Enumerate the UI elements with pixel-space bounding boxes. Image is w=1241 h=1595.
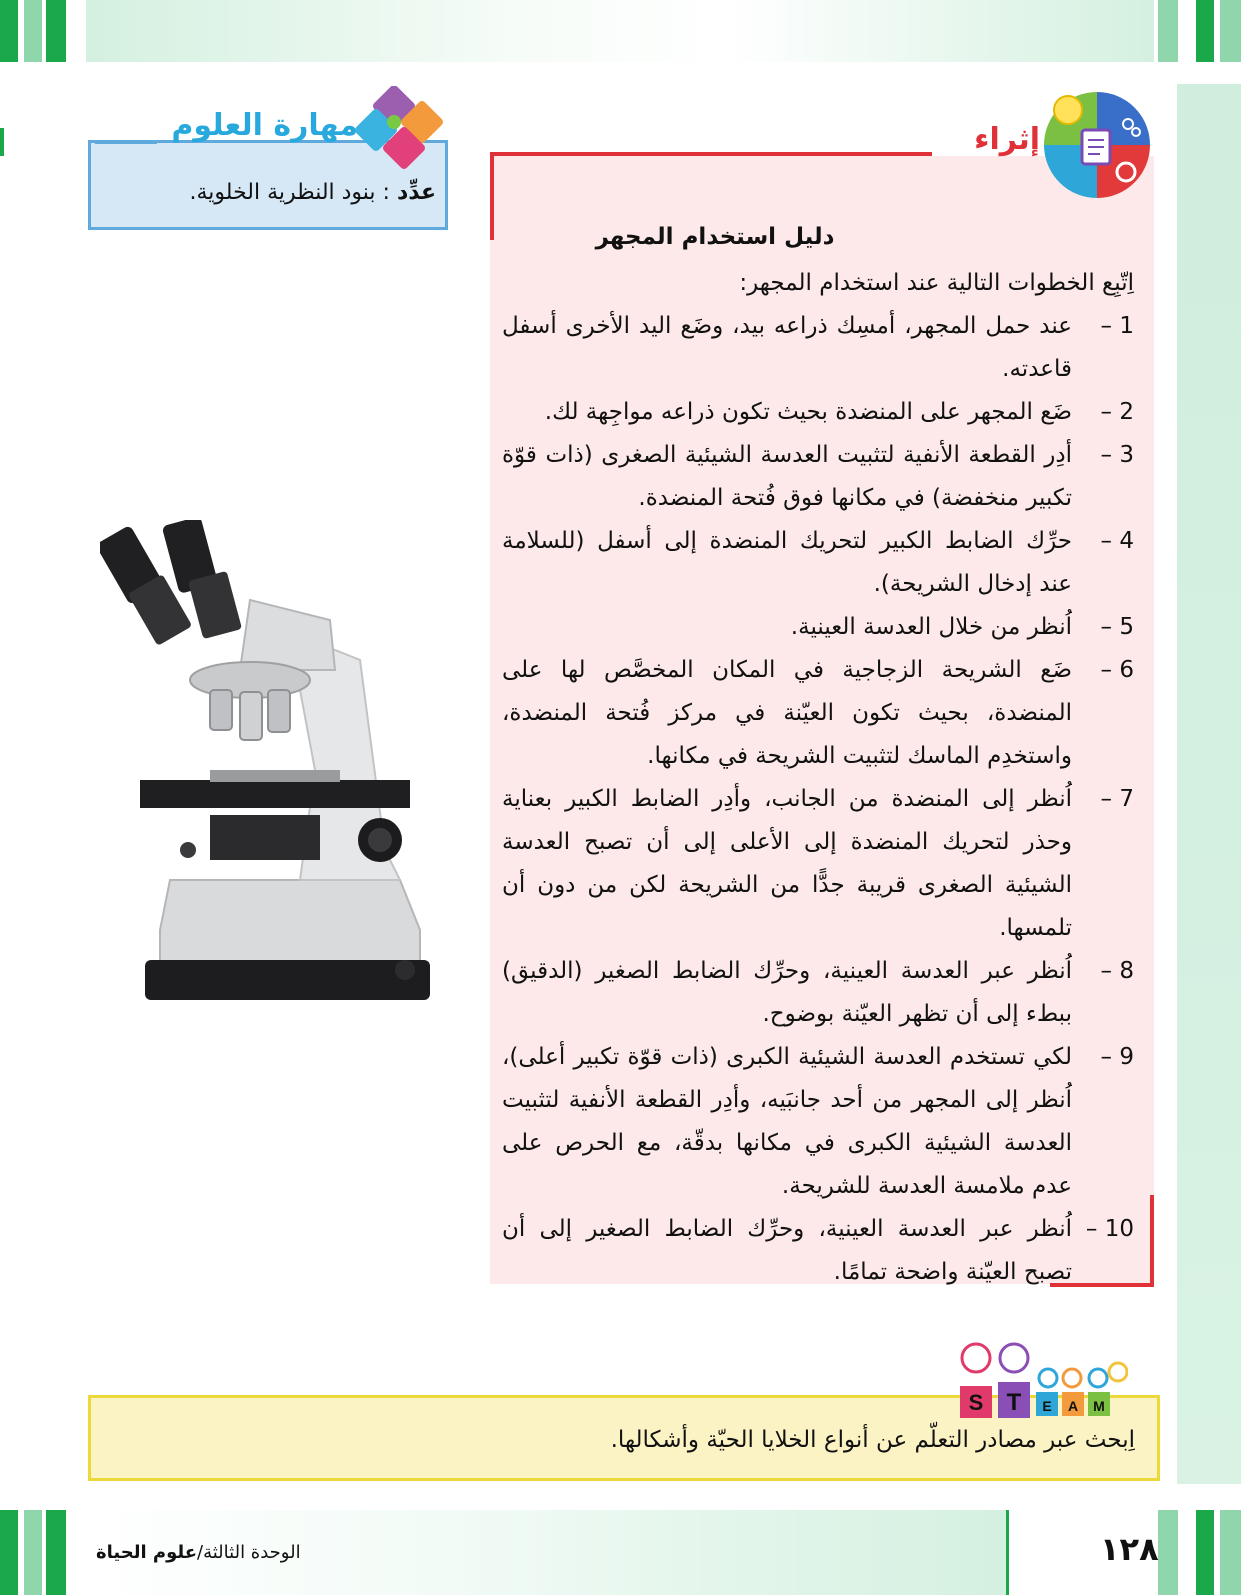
step-item — [502, 649, 1134, 778]
right-side-band — [1177, 84, 1241, 1484]
skill-title-underline — [95, 141, 157, 144]
guide-title: دليل استخدام المجهر — [595, 224, 835, 250]
top-decor-strip — [0, 0, 1241, 62]
step-number: 9 – — [1100, 1044, 1134, 1070]
step-item — [502, 606, 1134, 649]
puzzle-icon — [348, 86, 460, 182]
step-item — [502, 434, 1134, 520]
page-number: ١٢٨ — [1100, 1530, 1159, 1568]
step-text: عند حمل المجهر، أمسِك ذراعه بيد، وضَع اليد الأخرى أسفل قاعدته. — [502, 313, 1072, 382]
steps-intro: اِتّبِع الخطوات التالية عند استخدام المجهر: — [739, 270, 1134, 296]
step-text: لكي تستخدم العدسة الشيئية الكبرى (ذات قوّة تكبير أعلى)، اُنظر إلى المجهر من أحد جانبَيه، وأدِر القطعة الأنفية لتثبيت العدسة الشيئية الكبرى في مكانها بدقّة، مع الحرص على عدم ملامسة العدسة للشريحة. — [502, 1044, 1072, 1199]
steam-research-text: اِبحث عبر مصادر التعلّم عن أنواع الخلايا الحيّة وأشكالها. — [610, 1427, 1135, 1453]
step-item — [502, 1036, 1134, 1208]
unit-label — [96, 1542, 346, 1563]
step-item — [502, 391, 1134, 434]
step-text: اُنظر عبر العدسة العينية، وحرِّك الضابط الصغير إلى أن تصبح العيّنة واضحة تمامًا. — [502, 1216, 1072, 1285]
steam-letter: S — [968, 1390, 984, 1415]
step-number: 1 – — [1100, 313, 1134, 339]
enrichment-title: إثراء — [974, 122, 1040, 157]
step-text: اُنظر إلى المنضدة من الجانب، وأدِر الضابط الكبير بعناية وحذر لتحريك المنضدة إلى الأعلى إلى أن تصبح العدسة الشيئية الصغرى قريبة جدًّا من الشريحة لكن من دون أن تلمسها. — [502, 786, 1072, 941]
step-number: 2 – — [1100, 399, 1134, 425]
step-item — [502, 950, 1134, 1036]
skill-prompt-label: عدِّد — [396, 180, 436, 205]
skill-prompt-text: : بنود النظرية الخلوية. — [189, 180, 390, 205]
step-text: ضَع الشريحة الزجاجية في المكان المخصَّص لها على المنضدة، بحيث تكون العيّنة في مركز فُتحة المنضدة، واستخدِم الماسك لتثبيت الشريحة في مكانها. — [502, 657, 1072, 769]
step-number: 6 – — [1100, 657, 1134, 683]
unit-label-prefix: الوحدة الثالثة/ — [197, 1542, 301, 1563]
step-number: 5 – — [1100, 614, 1134, 640]
step-text: اُنظر عبر العدسة العينية، وحرِّك الضابط الصغير (الدقيق) ببطء إلى أن تظهر العيّنة بوضوح. — [502, 958, 1072, 1027]
step-number: 3 – — [1100, 442, 1134, 468]
step-text: حرِّك الضابط الكبير لتحريك المنضدة إلى أسفل (للسلامة عند إدخال الشريحة). — [502, 528, 1072, 597]
steps-list — [502, 305, 1134, 1294]
step-text: ضَع المجهر على المنضدة بحيث تكون ذراعه مواجِهة لك. — [544, 399, 1072, 425]
step-number: 10 – — [1085, 1216, 1134, 1242]
science-skill-title: مهارة العلوم — [171, 108, 358, 143]
step-item — [502, 305, 1134, 391]
step-item — [502, 520, 1134, 606]
step-text: اُنظر من خلال العدسة العينية. — [790, 614, 1072, 640]
step-number: 7 – — [1100, 786, 1134, 812]
microscope-image — [100, 520, 440, 1040]
enrichment-frame-top — [490, 152, 932, 156]
left-edge-mark — [0, 128, 4, 156]
step-item — [502, 1208, 1134, 1294]
step-number: 4 – — [1100, 528, 1134, 554]
steam-letter: M — [1093, 1398, 1105, 1414]
science-skill-prompt — [110, 180, 436, 205]
enrichment-frame-right — [1150, 1195, 1154, 1287]
enrichment-frame-left — [490, 152, 494, 240]
step-item — [502, 778, 1134, 950]
enrichment-icon — [1038, 86, 1156, 204]
steam-letter: T — [1006, 1389, 1022, 1416]
microscope-steps — [502, 262, 1134, 1294]
steam-logo-icon — [958, 1342, 1128, 1422]
unit-name: علوم الحياة — [96, 1542, 198, 1563]
steam-letter: A — [1067, 1398, 1079, 1414]
step-number: 8 – — [1100, 958, 1134, 984]
steam-letter: E — [1042, 1398, 1052, 1414]
step-text: أدِر القطعة الأنفية لتثبيت العدسة الشيئية الصغرى (ذات قوّة تكبير منخفضة) في مكانها فوق فُتحة المنضدة. — [502, 442, 1072, 511]
